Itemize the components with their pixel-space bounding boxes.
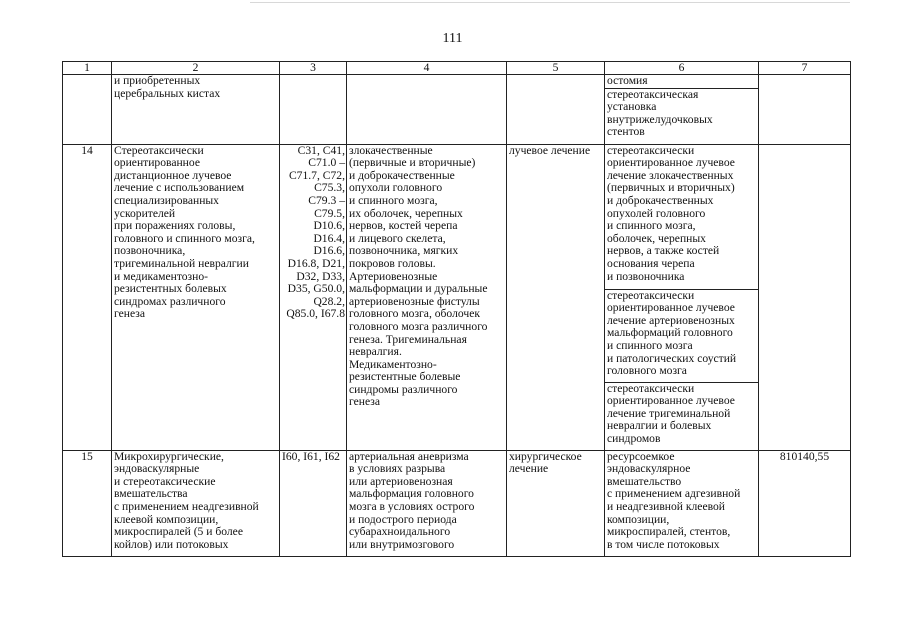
method-cell: ресурсоемкое эндоваскулярное вмешательство с применением адгезивной и неадгезивной клеевой композиции, микроспиралей, стентов, в том числе потоковых <box>605 450 759 556</box>
top-rule <box>250 2 850 3</box>
header-row <box>63 62 851 75</box>
method-cell: стереотаксически ориентированное лучевое лечение тригеминальной невралгии и болевых синдромов <box>605 382 759 450</box>
method-cell: стереотаксическая установка внутрижелудочковых стентов <box>605 88 759 144</box>
col-header-1: 1 <box>63 62 112 75</box>
treatment-type-cell: лучевое лечение <box>507 144 605 450</box>
method-cell: стереотаксически ориентированное лучевое лечение злокачественных (первичных и вторичных) и доброкачественных опухолей головного и спинного мозга, оболочек, черепных нервов, а также костей основания черепа и позвоночника <box>605 144 759 289</box>
row-number-cell <box>63 75 112 145</box>
cost-cell <box>759 144 851 450</box>
icd-codes-cell: I60, I61, I62 <box>280 450 347 556</box>
patient-model-cell: артериальная аневризма в условиях разрыва или артериовенозная мальформация головного мозга в условиях острого и подострого периода субарахноидального или внутримозгового <box>347 450 507 556</box>
col-header-2: 2 <box>112 62 280 75</box>
table-row-continuation <box>63 75 851 89</box>
col-header-4: 4 <box>347 62 507 75</box>
treatment-type-cell <box>507 75 605 145</box>
method-cell: остомия <box>605 75 759 89</box>
icd-codes-cell: C31, C41, C71.0 – C71.7, C72, C75.3, C79.3 – C79.5, D10.6, D16.4, D16.6, D16.8, D21, D32, D33, D35, G50.0, Q28.2, Q85.0, I67.8 <box>280 144 347 450</box>
care-name-cell: и приобретенных церебральных кистах <box>112 75 280 145</box>
care-name-cell: Микрохирургические, эндоваскулярные и стереотаксические вмешательства с применением неадгезивной клеевой композиции, микроспиралей (5 и более койлов) или потоковых <box>112 450 280 556</box>
treatment-type-cell: хирургическое лечение <box>507 450 605 556</box>
care-table <box>62 61 851 557</box>
patient-model-cell: злокачественные (первичные и вторичные) и доброкачественные опухоли головного и спинного мозга, их оболочек, черепных нервов, костей черепа и лицевого скелета, позвоночника, мягких покровов головы. Артериовенозные мальформации и дуральные артериовенозные фистулы головного мозга, оболочек головного мозга различного генеза. Тригеминальная невралгия. Медикаментозно- резистентные болевые синдромы различного генеза <box>347 144 507 450</box>
col-header-3: 3 <box>280 62 347 75</box>
care-name-cell: Стереотаксически ориентированное дистанционное лучевое лечение с использованием специализированных ускорителей при поражениях головы, головного и спинного мозга, позвоночника, тригеминальной невралгии и медикаментозно- резистентных болевых синдромах различного генеза <box>112 144 280 450</box>
cost-cell: 810140,55 <box>759 450 851 556</box>
table-row-15 <box>63 450 851 556</box>
col-header-6: 6 <box>605 62 759 75</box>
page-number: 111 <box>442 31 463 46</box>
row-number-cell: 15 <box>63 450 112 556</box>
icd-codes-cell <box>280 75 347 145</box>
cost-cell <box>759 75 851 145</box>
table-row-14 <box>63 144 851 289</box>
col-header-5: 5 <box>507 62 605 75</box>
method-cell: стереотаксически ориентированное лучевое лечение артериовенозных мальформаций головного и спинного мозга и патологических соустий головного мозга <box>605 289 759 382</box>
row-number-cell: 14 <box>63 144 112 450</box>
patient-model-cell <box>347 75 507 145</box>
col-header-7: 7 <box>759 62 851 75</box>
